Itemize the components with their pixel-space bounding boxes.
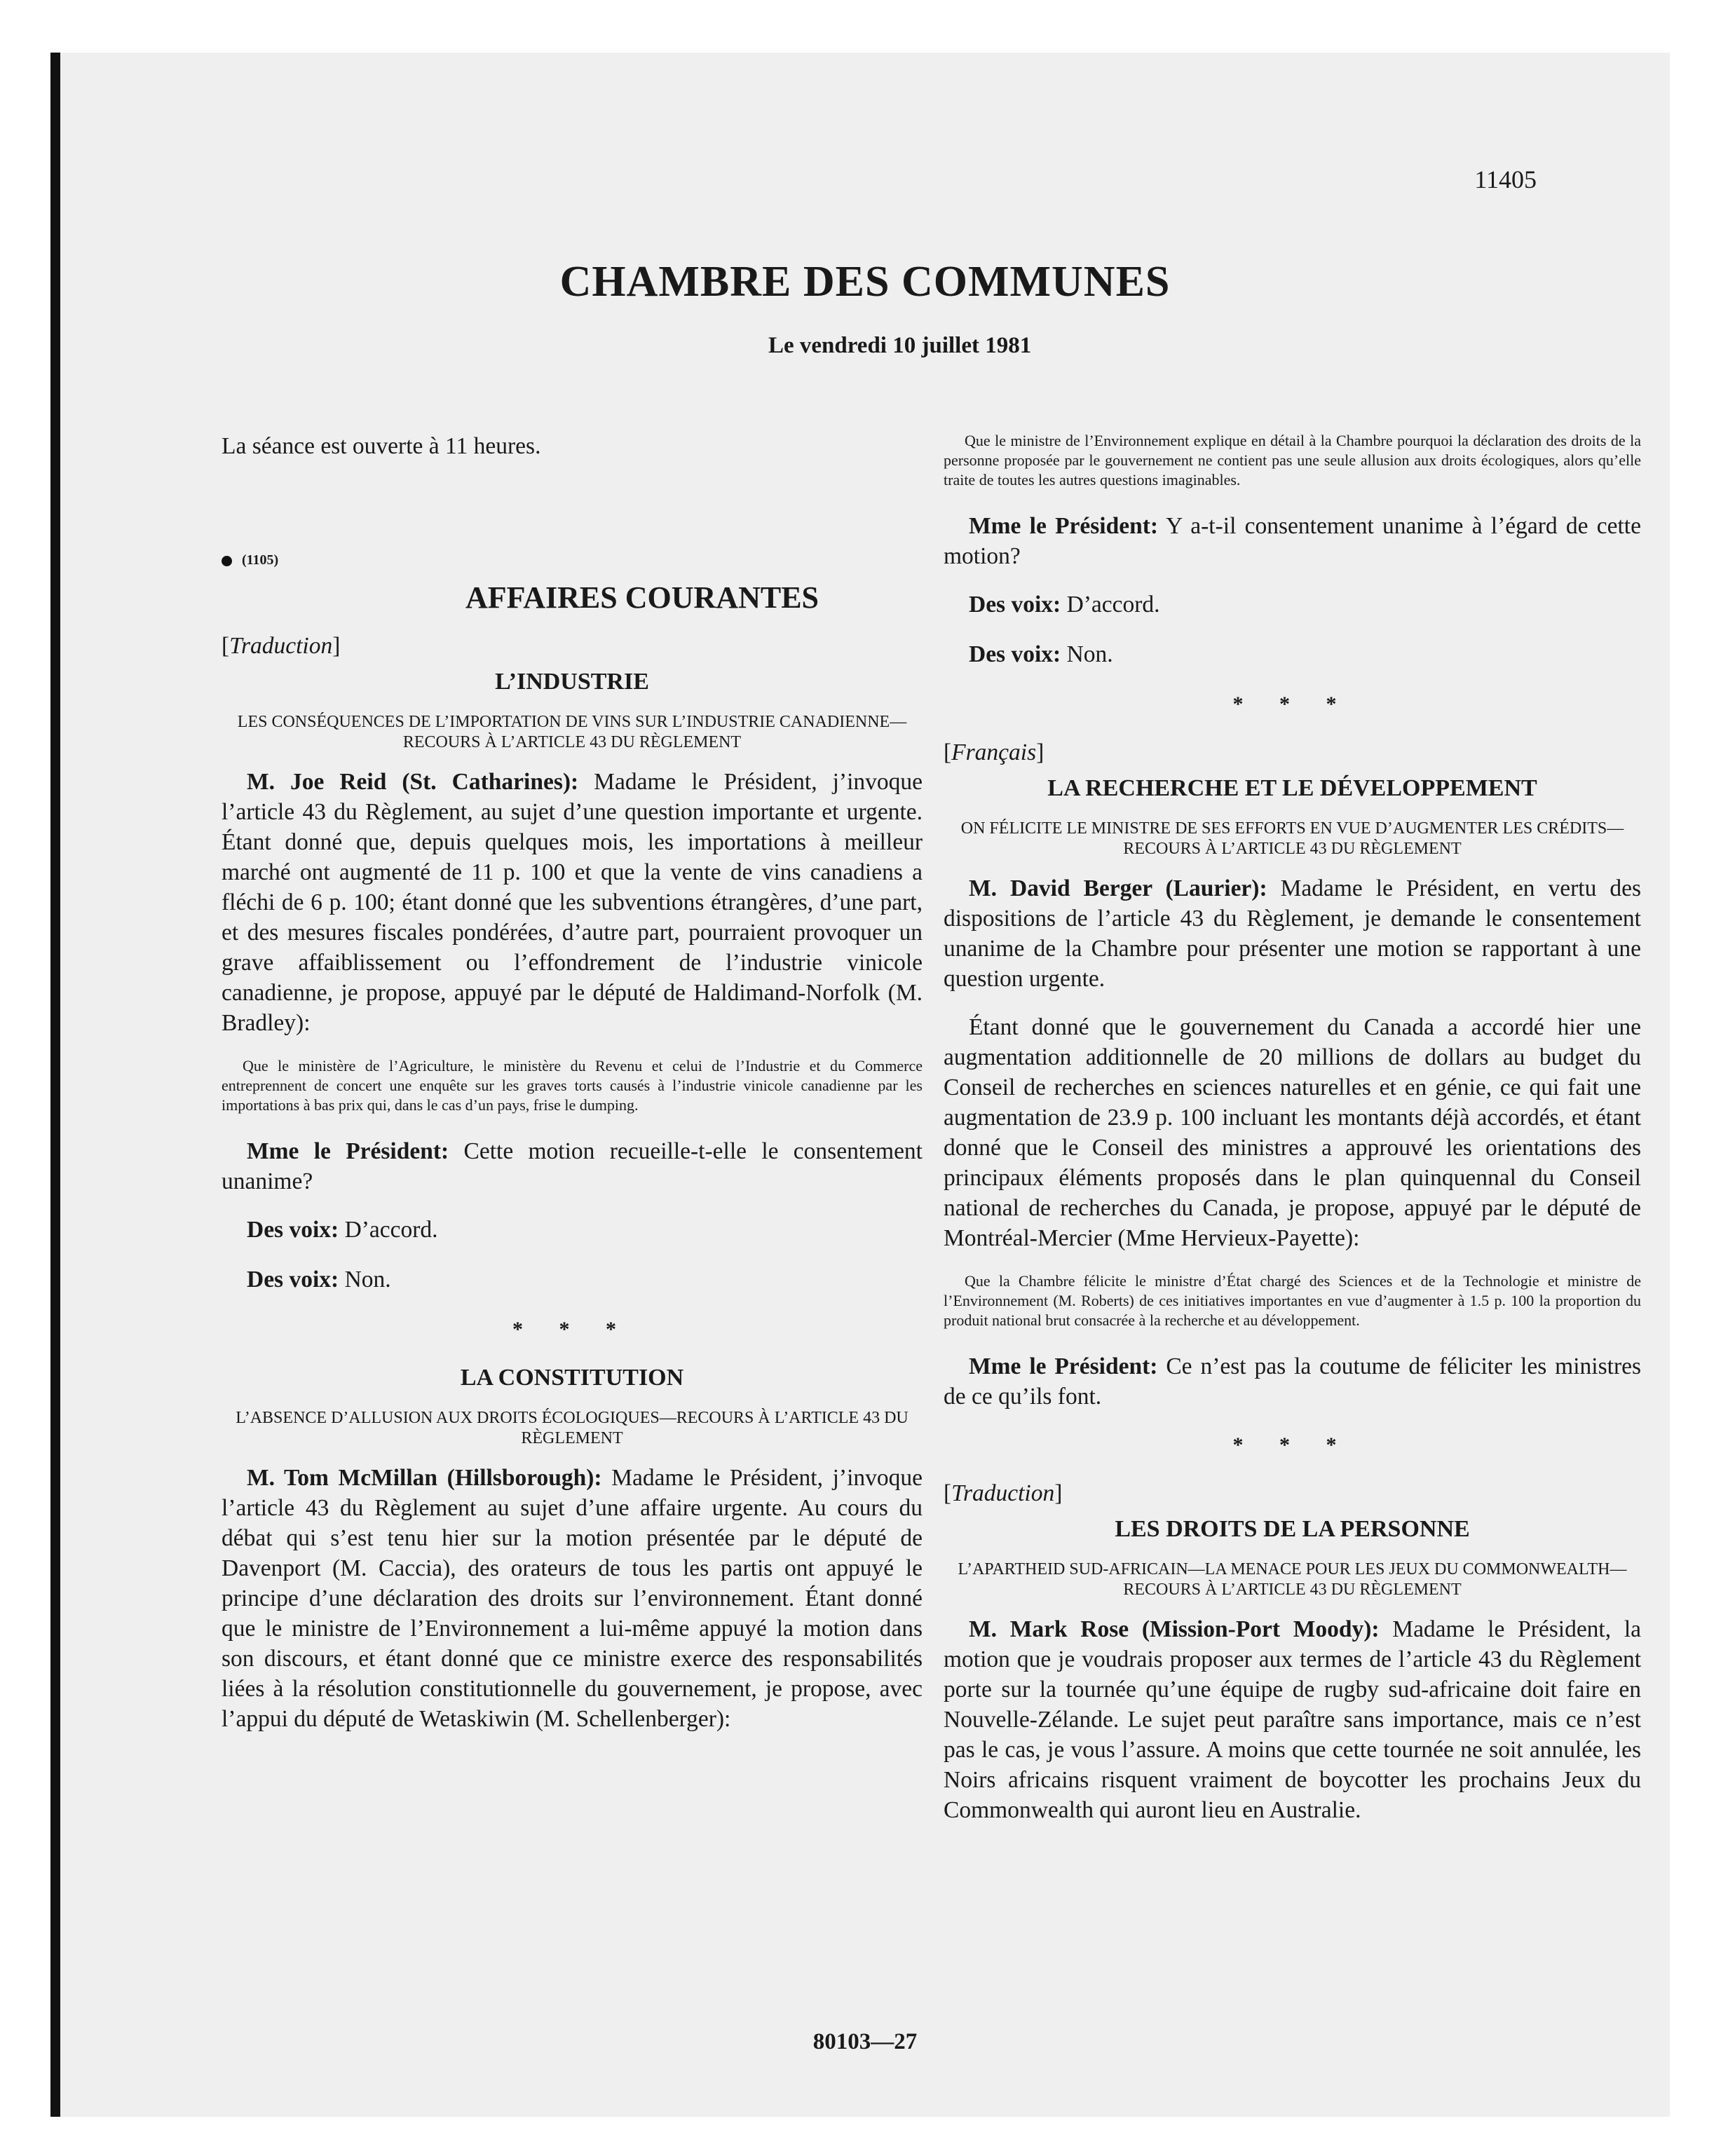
speaker-name: M. Mark Rose (Mission-Port Moody):: [969, 1616, 1380, 1642]
speech-paragraph: [944, 511, 1641, 571]
speaker-name: M. Joe Reid (St. Catharines):: [247, 769, 579, 795]
topic-heading: LA CONSTITUTION: [460, 1365, 684, 1391]
motion-text: Que le ministère de l’Agriculture, le ministère du Revenu et celui de l’Industrie et du Commerce entreprennent de concert une enquête sur les graves torts causés à l’industrie vinicole canadienne par les importations à bas prix qui, dans le cas d’un pays, frise le dumping.: [222, 1057, 923, 1114]
section-title: AFFAIRES COURANTES: [465, 580, 819, 615]
motion-text: Que la Chambre félicite le ministre d’État chargé des Sciences et de la Technologie et ministre de l’Environnement (M. Roberts) de ces initiatives importantes en vue d’augmenter à 1.5 p. 100 la proportion du produit national brut consacrée à la recherche et au développement.: [944, 1272, 1641, 1329]
speech-text: Madame le Président, en vertu des dispositions de l’article 43 du Règlement, je demande le consentement unanime de la Chambre pour présenter une motion se rapportant à une question urgente.: [944, 875, 1641, 992]
speech-paragraph: [222, 1136, 923, 1196]
page-number: 11405: [1474, 165, 1537, 193]
topic-heading: L’INDUSTRIE: [495, 669, 649, 695]
section-separator: * * *: [512, 1318, 632, 1341]
speaker-name: Mme le Président:: [247, 1138, 449, 1164]
subtopic-heading: LES CONSÉQUENCES DE L’IMPORTATION DE VINS SUR L’INDUSTRIE CANADIENNE—RECOURS À L’ARTICLE 43 DU RÈGLEMENT: [237, 713, 907, 751]
section-separator: * * *: [1232, 692, 1352, 716]
language-note: [Traduction]: [222, 633, 341, 659]
language-note-text: Traduction: [951, 1480, 1055, 1506]
speech-text: Madame le Président, la motion que je voudrais proposer aux termes de l’article 43 du Règlement porte sur la tournée qu’une équipe de rugby sud-africaine doit faire en Nouvelle-Zélande. Le sujet peut paraître sans importance, mais ce n’est pas le cas, je vous l’assure. A moins que cette tournée ne soit annulée, les Noirs africains risquent vraiment de boycotter les prochains Jeux du Commonwealth qui auront lieu en Australie.: [944, 1616, 1641, 1823]
opening-line: La séance est ouverte à 11 heures.: [222, 433, 541, 459]
speech-text: Madame le Président, j’invoque l’article 43 du Règlement, au sujet d’une question importante et urgente. Étant donné que, depuis quelques mois, les importations à meilleur marché ont augmenté de 11 p. 100 et que la vente de vins canadiens a fléchi de 6 p. 100; étant donné que les subventions étrangères, d’une part, et des mesures fiscales pondérées, d’autre part, pourraient provoquer un grave affaiblissement ou l’effondrement de l’industrie vinicole canadienne, je propose, appuyé par le député de Haldimand-Norfolk (M. Bradley):: [222, 769, 923, 1036]
speech-paragraph: Étant donné que le gouvernement du Canada a accordé hier une augmentation additionnelle de 20 millions de dollars au budget du Conseil de recherches en sciences naturelles et en génie, ce qui fait une augmentation de 23.9 p. 100 incluant les montants déjà accordés, et étant donné que le Conseil des ministres a approuvé les orientations des principaux éléments proposés dans le plan quinquennal du Conseil national de recherches du Canada, je propose, appuyé par le député de Montréal-Mercier (Mme Hervieux-Payette):: [944, 1014, 1641, 1251]
speech-text: D’accord.: [1061, 592, 1160, 618]
right-column: [944, 431, 1641, 1843]
speaker-name: Mme le Président:: [969, 1353, 1158, 1379]
speech-paragraph: [944, 1614, 1641, 1825]
speech-text: Non.: [1061, 641, 1113, 667]
speaker-name: M. Tom McMillan (Hillsborough):: [247, 1465, 602, 1491]
speaker-name: Mme le Président:: [969, 513, 1159, 539]
print-code: 80103—27: [812, 2029, 918, 2054]
voices-line: [944, 639, 1641, 669]
speech-text: Ce n’est pas la coutume de féliciter les ministres de ce qu’ils font.: [944, 1353, 1642, 1410]
section-separator: * * *: [1232, 1433, 1352, 1456]
left-column: [222, 431, 923, 1752]
topic-heading: LA RECHERCHE ET LE DÉVELOPPEMENT: [1047, 775, 1537, 801]
speech-text: Madame le Président, j’invoque l’article 43 du Règlement au sujet d’une affaire urgente. Au cours du débat qui s’est tenu hier sur la motion présentée par le député de Davenport (M. Caccia), des orateurs de tous les partis ont appuyé le principe d’une déclaration des droits sur l’environnement. Étant donné que le ministre de l’Environnement a lui-même appuyé la motion dans son discours, et étant donné que ce ministre exerce des responsabilités liées à la résolution constitutionnelle du gouvernement, je propose, avec l’appui du député de Wetaskiwin (M. Schellenberger):: [222, 1465, 923, 1732]
subtopic-heading: L’APARTHEID SUD-AFRICAIN—LA MENACE POUR LES JEUX DU COMMONWEALTH—RECOURS À L’ARTICLE 43 DU RÈGLEMENT: [958, 1560, 1627, 1599]
voices-line: [222, 1215, 923, 1245]
speech-paragraph: [222, 767, 923, 1038]
voices-line: [944, 589, 1641, 620]
bullet-icon: [222, 556, 232, 566]
language-note-text: Français: [951, 739, 1037, 765]
language-note: [Traduction]: [944, 1480, 1063, 1506]
speaker-name: Des voix:: [969, 592, 1061, 618]
speaker-name: Des voix:: [247, 1267, 339, 1292]
voices-line: [222, 1264, 923, 1295]
speech-paragraph: [944, 873, 1641, 994]
speech-paragraph: [944, 1351, 1641, 1412]
speech-text: Y a-t-il consentement unanime à l’égard de cette motion?: [944, 513, 1641, 569]
speaker-name: Des voix:: [969, 641, 1061, 667]
speaker-name: Des voix:: [247, 1217, 339, 1243]
page-title: CHAMBRE DES COMMUNES: [559, 258, 1171, 306]
speech-text: Cette motion recueille-t-elle le consentement unanime?: [222, 1138, 923, 1194]
language-note: [Français]: [944, 739, 1045, 765]
motion-text: Que le ministre de l’Environnement explique en détail à la Chambre pourquoi la déclaration des droits de la personne proposée par le gouvernement ne contient pas une seule allusion aux droits écologiques, alors qu’elle traite de toutes les autres questions imaginables.: [944, 432, 1641, 489]
time-marker: [222, 545, 923, 575]
speech-text: D’accord.: [339, 1217, 438, 1243]
speaker-name: M. David Berger (Laurier):: [969, 875, 1267, 901]
topic-heading: LES DROITS DE LA PERSONNE: [1115, 1516, 1470, 1542]
page-sheet: [50, 53, 1670, 2117]
language-note-text: Traduction: [229, 633, 333, 659]
sitting-date: Le vendredi 10 juillet 1981: [768, 333, 1032, 358]
subtopic-heading: L’ABSENCE D’ALLUSION AUX DROITS ÉCOLOGIQUES—RECOURS À L’ARTICLE 43 DU RÈGLEMENT: [236, 1409, 909, 1447]
subtopic-heading: ON FÉLICITE LE MINISTRE DE SES EFFORTS EN VUE D’AUGMENTER LES CRÉDITS—RECOURS À L’ARTICLE 43 DU RÈGLEMENT: [960, 819, 1624, 858]
time-marker-text: (1105): [242, 552, 279, 568]
speech-paragraph: [222, 1463, 923, 1734]
speech-text: Non.: [339, 1267, 391, 1292]
